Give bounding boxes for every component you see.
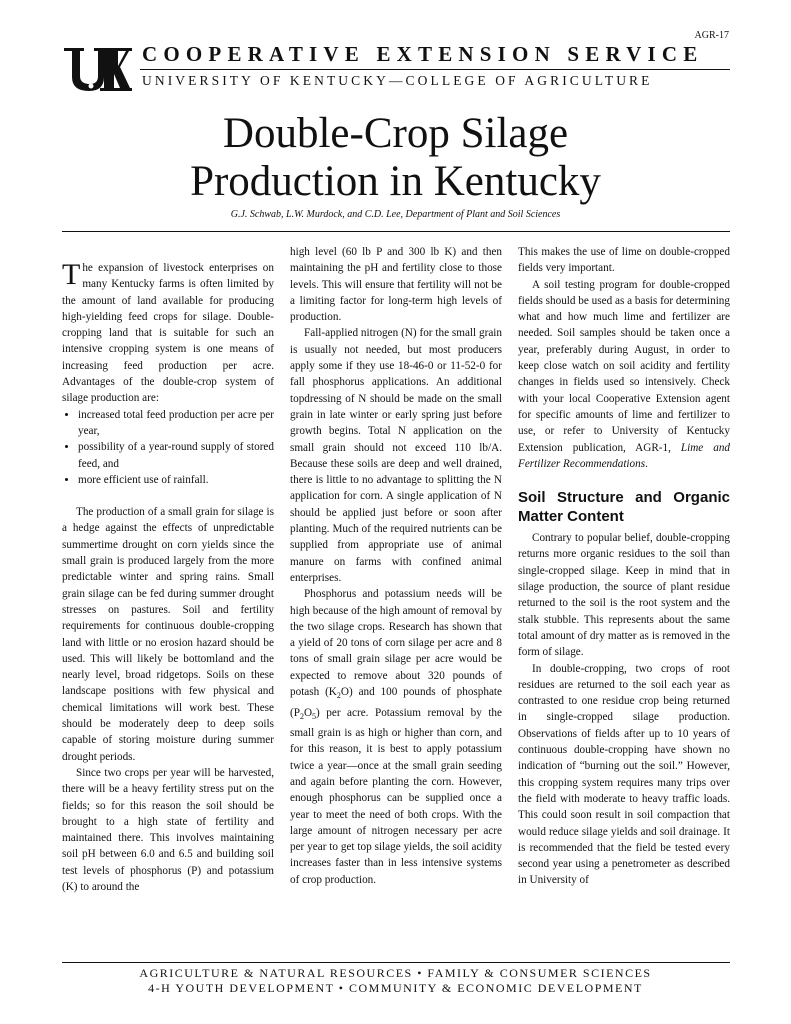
text-run: A soil testing program for double-cropped fields should be used as a basis for determining what and how much lime and fertilizer are needed. Soil samples should be taken once a year, preferably during August, in order to keep close watch on soil acidity and fertility changes in fields used so intensively. Check with your local Cooperative Extension agent for specific amounts of lime and fertilizer to use, or refer to University of Kentucky Extension publication, AGR-1, xyxy=(518,278,730,454)
authors: G.J. Schwab, L.W. Murdock, and C.D. Lee, Department of Plant and Soil Sciences xyxy=(230,209,561,220)
document-title xyxy=(0,110,791,206)
paragraph xyxy=(290,586,502,888)
list-item: • possibility of a year-round supply of stored feed, and xyxy=(78,439,274,472)
service-name: COOPERATIVE EXTENSION SERVICE xyxy=(142,42,704,66)
subscript: 5 xyxy=(312,711,317,721)
drop-cap: T xyxy=(62,258,81,291)
list-item: • more efficient use of rainfall. xyxy=(78,472,274,488)
advantages-list xyxy=(62,407,274,488)
paragraph: In double-cropping, two crops of root residues are returned to the soil each year as contrasted to one residue crop being returned in single-cropped silage production. Observations of fields after up to 10 years of continuous double-cropping have shown no indication of “burning out the soil.” However, this cropping system requires many trips over the field with moderate to heavy traffic loads. This could soon result in soil compaction that would reduce silage yields and soil drainage. It is recommended that the field be tested every second year using a penetrometer as described in University of xyxy=(518,662,730,887)
paragraph: Contrary to popular belief, double-cropping returns more organic residues to the soil than single-cropped silage. Keep in mind that in silage production, the source of plant residue returned to the soil is the root system and the stalk stubble. This represents about the same total amount of dry matter as is removed in the form of silage. xyxy=(518,532,730,659)
intro-paragraph xyxy=(62,260,274,407)
paragraph: This makes the use of lime on double-cropped fields very important. xyxy=(518,246,730,275)
text-run: Phosphorus and potassium needs will be high because of the high amount of removal by the two silage crops. Research has shown that a yield of 20 tons of corn silage per acre and 8 tons of small grain silage per acre would be expected to remove about 320 pounds of potash (K xyxy=(290,588,502,699)
paragraph xyxy=(518,277,730,473)
paragraph: Fall-applied nitrogen (N) for the small grain is usually not needed, but most producers apply some if they use 18-46-0 or 11-52-0 for fall phosphorus applications. An additional topdressing of N should be made on the small grain in late winter or early spring just before growth begins. Total N application on the small grain should not exceed 110 lb/A. Because these soils are deep and well drained, there is little to no advantage to splitting the N application for corn. A single application of N should be applied just before or soon after planting. Much of the required nutrients can be supplied from appropriate use of animal manure on farms with confined animal enterprises. xyxy=(290,327,502,584)
footer-rule xyxy=(62,962,730,963)
text-run: ) per acre. Potassium removal by the small grain is as high or higher than corn, and for this reason, it is best to apply potassium twice a year—once at the small grain seeding and again before planting the corn. However, enough phosphorus can be supplied once a year to meet the need of both crops. With the large amount of nitrogen necessary per acre per year to get top silage yields, the soil acidity increases faster than in less intensive systems of crop production. xyxy=(290,706,502,886)
section-heading: Soil Structure and Organic Matter Content xyxy=(518,489,730,526)
university-name: UNIVERSITY OF KENTUCKY—COLLEGE OF AGRICULTURE xyxy=(142,73,653,88)
text-run: . xyxy=(645,457,648,470)
header-rule xyxy=(140,69,730,70)
intro-text: he expansion of livestock enterprises on many Kentucky farms is often limited by the amount of land available for producing high-yielding feed crops for silage. Double-cropping land that is suitable for such an intensive cropping system is one means of increasing feed production per acre. Advantages of the double-crop system of silage production are: xyxy=(62,262,274,405)
paragraph: Since two crops per year will be harvested, there will be a heavy fertility stress put on the fields; so for this reason the soil should be brought to a high state of fertility and maintained there. This involves maintaining soil pH between 6.0 and 6.5 and building soil test levels of phosphorus (P) and potassium (K) to around the xyxy=(62,766,274,893)
text-run: O xyxy=(303,706,313,719)
paragraph: The production of a small grain for silage is a hedge against the effects of unpredictable summertime drought on corn yields since the small grain is produced largely from the more predictable winter and spring rains. Small grain silage can be fed during summer drought stresses on pastures. Soil and fertility requirements for continuous double-cropping land with little or no erosion hazard should be used. This will likely be bottomland and the nearly level, broad ridgetops. Soils on these landscape positions with few physical and chemical limitations will work best. These should be moderately deep to deep soils capable of storing moisture during summer drought periods. xyxy=(62,506,274,763)
column-3 xyxy=(518,244,730,889)
subscript: 2 xyxy=(299,711,304,721)
paragraph: high level (60 lb P and 300 lb K) and then maintaining the pH and fertility close to those levels. This will ensure that fertility will not be a limiting factor for long-term high levels of production. xyxy=(290,246,502,324)
subscript: 2 xyxy=(336,691,341,701)
text-run: O) and 100 pounds of phosphate (P xyxy=(290,686,502,719)
list-item: • increased total feed production per acre per year, xyxy=(78,407,274,440)
title-rule xyxy=(62,231,730,232)
column-2 xyxy=(290,244,502,888)
publication-code: AGR-17 xyxy=(694,30,729,41)
uk-logo xyxy=(62,44,132,92)
publication-title: Lime and Fertilizer Recommendations xyxy=(518,441,731,470)
title-line-1: Double-Crop Silage xyxy=(222,110,569,157)
title-line-2: Production in Kentucky xyxy=(190,158,601,205)
footer-line-1: AGRICULTURE & NATURAL RESOURCES • FAMILY & CONSUMER SCIENCES xyxy=(139,966,652,980)
footer-line-2: 4-H YOUTH DEVELOPMENT • COMMUNITY & ECONOMIC DEVELOPMENT xyxy=(148,981,643,995)
column-1 xyxy=(62,260,274,895)
